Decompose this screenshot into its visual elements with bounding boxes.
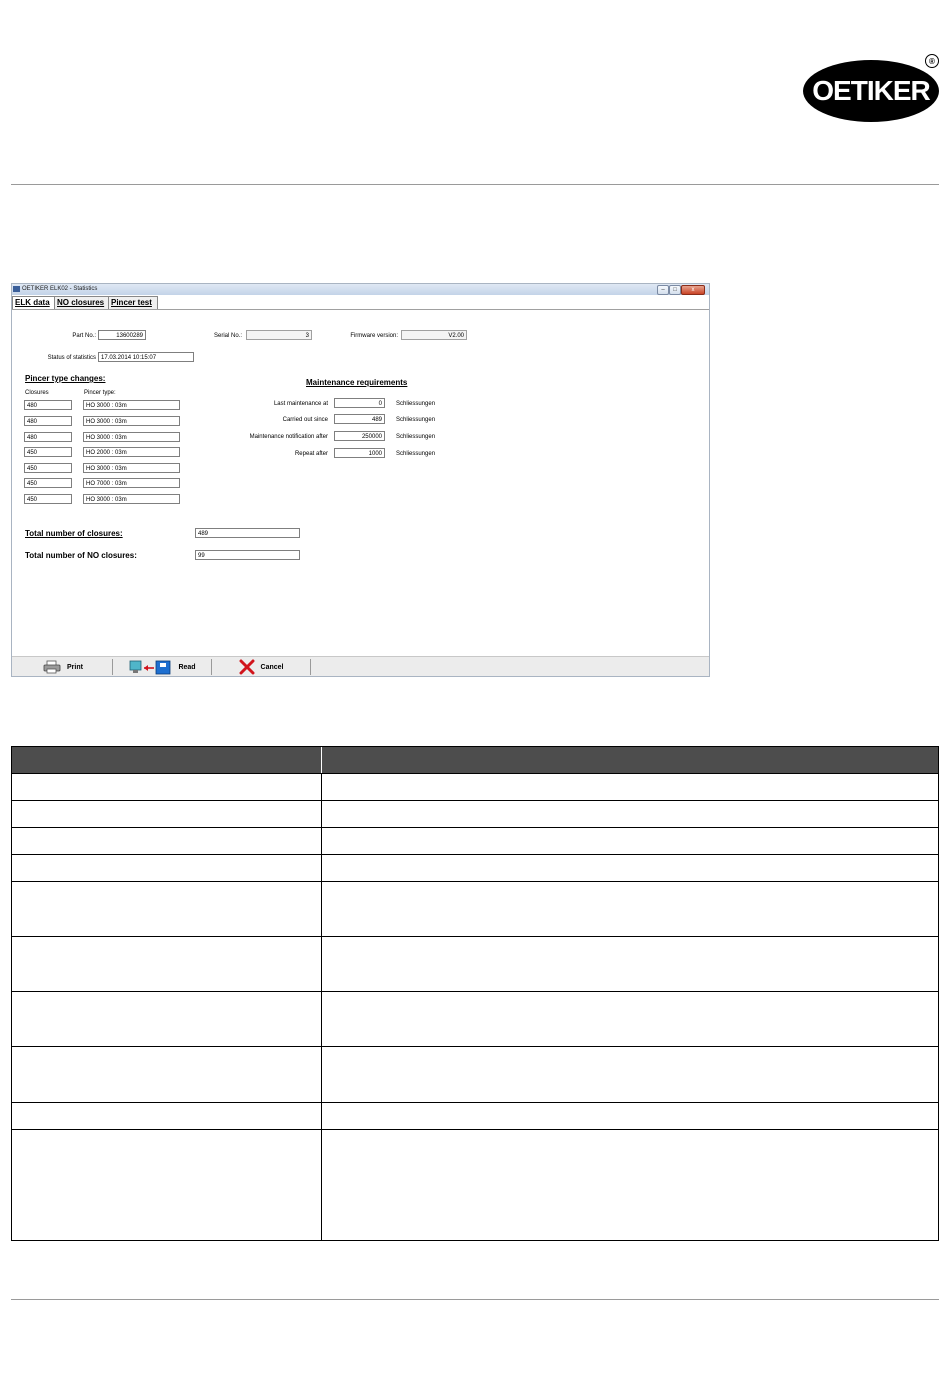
serial-no-label: Serial No.: xyxy=(213,333,242,339)
pincer-changes-heading: Pincer type changes: xyxy=(25,374,106,383)
table-cell xyxy=(12,828,322,854)
table-cell xyxy=(12,855,322,881)
table-cell xyxy=(12,774,322,800)
table-cell xyxy=(322,1047,938,1102)
table-row xyxy=(12,1047,938,1103)
maintenance-heading: Maintenance requirements xyxy=(306,378,408,387)
cancel-label: Cancel xyxy=(260,663,284,671)
table-cell xyxy=(322,801,938,827)
part-no-field[interactable]: 13600289 xyxy=(98,330,146,340)
unit-label: Schliessungen xyxy=(396,417,436,423)
pincer-type-col-header: Pincer type: xyxy=(84,390,116,396)
serial-no-field[interactable]: 3 xyxy=(246,330,312,340)
repeat-after-field[interactable]: 1000 xyxy=(334,448,385,458)
total-closures-label: Total number of closures: xyxy=(25,529,123,538)
table-cell xyxy=(12,1103,322,1129)
last-maintenance-field[interactable]: 0 xyxy=(334,398,385,408)
table-header-cell xyxy=(12,747,322,773)
unit-label: Schliessungen xyxy=(396,451,436,457)
pincer-type-field[interactable]: HO 7000 : 03m xyxy=(83,478,180,488)
close-button[interactable]: x xyxy=(681,285,705,295)
table-row xyxy=(12,801,938,828)
table-row xyxy=(12,855,938,882)
table-cell xyxy=(12,1130,322,1240)
table-cell xyxy=(322,937,938,991)
oetiker-logo xyxy=(803,60,939,122)
table-row xyxy=(12,992,938,1047)
table-cell xyxy=(322,1103,938,1129)
closures-col-header: Closures xyxy=(25,390,49,396)
tab-pincer-test[interactable]: Pincer test xyxy=(108,296,158,309)
total-closures-field[interactable]: 489 xyxy=(195,528,300,538)
minimize-button[interactable]: – xyxy=(657,285,669,295)
table-row xyxy=(12,828,938,855)
closures-field[interactable]: 450 xyxy=(24,463,72,473)
table-header-cell xyxy=(322,747,938,773)
header-divider xyxy=(11,184,939,185)
window-title: OETIKER ELK02 - Statistics xyxy=(22,286,98,292)
registered-mark: ® xyxy=(925,54,939,68)
carried-out-since-label: Carried out since xyxy=(282,417,328,423)
part-no-label: Part No.: xyxy=(72,333,96,339)
table-row xyxy=(12,937,938,992)
table-row xyxy=(12,774,938,801)
closures-field[interactable]: 480 xyxy=(24,400,72,410)
bottom-toolbar xyxy=(12,656,709,676)
pincer-type-field[interactable]: HO 3000 : 03m xyxy=(83,494,180,504)
total-no-closures-label: Total number of NO closures: xyxy=(25,551,137,560)
table-cell xyxy=(12,882,322,936)
tab-elk-data[interactable]: ELK data xyxy=(12,296,56,310)
maintenance-notification-label: Maintenance notification after xyxy=(249,434,328,440)
table-cell xyxy=(322,882,938,936)
pincer-type-field[interactable]: HO 3000 : 03m xyxy=(83,432,180,442)
table-cell xyxy=(322,1130,938,1240)
unit-label: Schliessungen xyxy=(396,434,436,440)
description-table xyxy=(11,746,939,1241)
status-field[interactable]: 17.03.2014 10:15:07 xyxy=(98,352,194,362)
logo-text: OETIKER xyxy=(812,75,930,106)
maintenance-notification-field[interactable]: 250000 xyxy=(334,431,385,441)
closures-field[interactable]: 480 xyxy=(24,432,72,442)
firmware-label: Firmware version: xyxy=(350,333,398,339)
total-no-closures-field[interactable]: 99 xyxy=(195,550,300,560)
closures-field[interactable]: 450 xyxy=(24,494,72,504)
print-label: Print xyxy=(67,663,83,671)
table-cell xyxy=(12,992,322,1046)
footer-divider xyxy=(11,1299,939,1300)
table-cell xyxy=(12,801,322,827)
firmware-field[interactable]: V2.00 xyxy=(401,330,467,340)
tab-strip xyxy=(12,296,709,309)
tab-no-closures[interactable]: NO closures xyxy=(54,296,110,309)
closures-field[interactable]: 450 xyxy=(24,447,72,457)
table-row xyxy=(12,1130,938,1240)
table-cell xyxy=(322,828,938,854)
last-maintenance-label: Last maintenance at xyxy=(273,401,328,407)
app-icon xyxy=(13,286,20,292)
table-header-row xyxy=(12,747,938,774)
pincer-type-field[interactable]: HO 3000 : 03m xyxy=(83,400,180,410)
table-row xyxy=(12,882,938,937)
closures-field[interactable]: 450 xyxy=(24,478,72,488)
pincer-type-field[interactable]: HO 3000 : 03m xyxy=(83,463,180,473)
title-bar xyxy=(12,284,709,295)
status-label: Status of statistics xyxy=(47,355,96,361)
table-cell xyxy=(322,774,938,800)
printer-icon xyxy=(43,660,61,674)
table-cell xyxy=(322,992,938,1046)
cancel-button[interactable] xyxy=(212,659,311,675)
read-label: Read xyxy=(178,663,196,671)
print-button[interactable] xyxy=(14,659,113,675)
read-device-icon xyxy=(128,660,172,675)
tab-divider xyxy=(12,309,709,310)
pincer-type-field[interactable]: HO 3000 : 03m xyxy=(83,416,180,426)
statistics-window xyxy=(11,283,710,677)
closures-field[interactable]: 480 xyxy=(24,416,72,426)
read-button[interactable] xyxy=(113,659,212,675)
maximize-button[interactable]: □ xyxy=(669,285,681,295)
cancel-x-icon xyxy=(239,659,255,675)
table-cell xyxy=(12,937,322,991)
table-row xyxy=(12,1103,938,1130)
pincer-type-field[interactable]: HO 2000 : 03m xyxy=(83,447,180,457)
table-cell xyxy=(12,1047,322,1102)
repeat-after-label: Repeat after xyxy=(294,451,328,457)
unit-label: Schliessungen xyxy=(396,401,436,407)
carried-out-since-field[interactable]: 489 xyxy=(334,414,385,424)
table-cell xyxy=(322,855,938,881)
